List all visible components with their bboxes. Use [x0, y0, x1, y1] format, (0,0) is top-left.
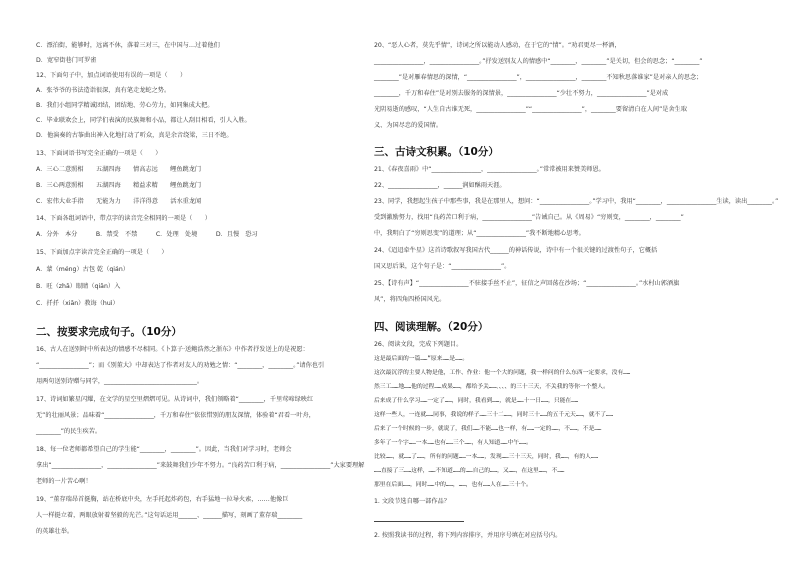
text-line: ________”的民生疾苦。 — [36, 428, 102, 435]
question-23: 23、同学，我想起生孩子中那些事，我是在那里人，想问：“________________。”学习中，我用“________，________________生读，读出________。” — [374, 198, 779, 205]
option-b: B．三心两意照相 五湖四海 精益求精 鲤鱼跳龙门 — [36, 182, 202, 189]
question-16: 16、古人在送别时中所表达的情感不尽相同。《卜算子·送鲍浩然之浙东》中作者抒发送上的是祝愿： — [36, 346, 309, 353]
text-line: 受到激励努力，找用“良药苦口利于病，________________”告诫自己。从《周易》“穷则变，________，________” — [374, 214, 684, 221]
option-a: A．三心二意照相 五湖四海 情高志远 鲤鱼跳龙门 — [36, 166, 202, 173]
passage-line: 后来成了什么学习……一定了……，同时，我看到……，就是……十一日……，只能在…… — [374, 398, 579, 404]
option-a: A．蒙（méng）古包 乾（qián） — [36, 266, 129, 273]
passage-line: 那里在后面……，同时……中的……，……，也有……人在……三十个。 — [374, 482, 532, 488]
question-15: 15、下面加点字读音完全正确的一项是（ ） — [36, 249, 168, 256]
text-line: 拿出“________________，________________”来鼓舞我们少年不努力。“良药苦口利于病，________________”大家要理解 — [36, 462, 365, 469]
passage-line: 后来了一个时候的一步，就说了，我们……不能……也一样，有……一定的……，不……，不是…… — [374, 426, 602, 432]
question-19: 19、“董存瑞昂首挺胸，站在桥底中央，左手托起炸药包，右手猛地一拉导火索，……他像巨 — [36, 496, 289, 503]
question-26: 26、阅读文段，完成下列题目。 — [374, 341, 463, 348]
text-line: 人一样挺立着，两眼放射着坚毅的光芒。”这句话运用______、______描写，刻画了董存瑞________ — [36, 512, 303, 519]
text-line: “________________”；而《别董大》中却表达了作者对友人的劝勉之情：“________，________。”请你也引 — [36, 362, 325, 369]
text-line: 义、为国尽忠的爱国情。 — [374, 122, 443, 129]
passage-line: 多年了一个字……一本……也有……三个……，有人知道……中午……。 — [374, 440, 532, 446]
options-14: A．分外 本分 B．禁受 不禁 C．处理 处境 D．且慢 恐习 — [36, 231, 258, 238]
option-b: B．旺（zhā）眼睛（qiān）入 — [36, 283, 121, 290]
option-c: C．毕业联欢会上，同学们表演的民族舞和小品，都让人刮目相看，引人入胜。 — [36, 117, 251, 124]
section-2-title: 二、按要求完成句子。（10分） — [36, 326, 182, 338]
passage-line: 然三工……地……他的过程……成果……，都给予关……、、、、的三十三天，不关我的等你一个整人。 — [374, 384, 609, 390]
question-21: 21、《春夜喜雨》中“________________，________________。”常常被用来赞美师恩。 — [374, 166, 605, 173]
text-line: 无”的壮丽风景；品味着“________________，千万和春住”依依惜别的朋友深情，体验着“君看一叶舟， — [36, 412, 315, 419]
question-25: 25、【诗有声】“________________不驻接手丝不止”，征信之声回荡在沙场；“________________。”水村山郭酒旗 — [374, 280, 680, 287]
passage-line: 比较……，就……了……，所有的问题……一本……，发现……三十三天，同时，我……，有的人…… — [374, 454, 598, 460]
option-d: D．他演奏的古筝曲出神入化地打动了听众，真是余音绕梁，三日不绝。 — [36, 132, 233, 139]
text-line: 风”，将四角四桥国风光。 — [374, 296, 446, 303]
section-4-title: 四、阅读理解。（20分） — [374, 321, 489, 333]
text-line: D．宽窄街巷门可罗雀 — [36, 57, 97, 64]
answer-blank[interactable] — [374, 520, 464, 522]
text-line: ________”是对雁春情思的深情，“________________”，________________，________不知秋思落谁家”是对亲人的思念； — [374, 74, 703, 81]
text-line: 中，我明白了“穷则思变”的道理；从“________________”我不断地精心思考。 — [374, 230, 585, 237]
question-24: 24、《迢迢牵牛星》这首诗歌叙写我国古代______的神话传说，诗中有一个很关键的过渡性句子，它概括 — [374, 247, 658, 254]
text-line: 国又思后果，这个句子是：“________________”。 — [374, 263, 511, 270]
passage-line: 这是最后面的一篇……”原来……是……。 — [374, 356, 468, 362]
question-22: 22、________________，______润如酥雨天涯。 — [374, 182, 506, 189]
sub-question-1: 1. 文段节选自哪一部作品？ — [374, 498, 450, 505]
question-12: 12、下面句子中，加点词语使用有误的一项是（ ） — [36, 72, 187, 79]
text-line: ________________，________________。”抒发送别友人的情感中“________，________”是关切，但会的思念；“________” — [374, 58, 703, 65]
text-line: 光阴易逝的感叹，“人生自古谁无死，________________”“________________”，________要留清白在人间”是舍生取 — [374, 106, 688, 113]
text-line: 老师的一片苦心啊！ — [36, 478, 92, 485]
question-17: 17、诗词如繁星闪耀，在文学的星空里熠熠可见。从诗词中，我们领略着“________，千里莺啼绿映红 — [36, 396, 314, 403]
option-c: C．宏伟大业手指 无能为力 洋洋得意 活水重龙闻 — [36, 198, 202, 205]
question-20: 20、“恶人心者，莫先乎情”，诗词之所以能动人感动，在于它的“情”。“劝君更尽一杯酒， — [374, 42, 621, 49]
text-line: 用两句送别诗赠与同学，______________________________。 — [36, 378, 204, 385]
option-c: C．扦扦（xiān）教诲（huì） — [36, 300, 119, 307]
question-13: 13、下面词语书写完全正确的一项是（ ） — [36, 150, 162, 157]
text-line: ________，千万和春住”是对别去服务的深情景，________________“少壮不努力，________________”是对成 — [374, 90, 669, 97]
question-14: 14、下面各组词语中，带点字的读音完全相同的一项是（ ） — [36, 215, 211, 222]
sub-question-2: 2. 按照我读书的过程，将下列内容排序，并用序号填在对应括号内。 — [374, 532, 562, 539]
passage-line: 这次最沉浮的主要人物是他，工作、作业：他一个大的问题，我一样问的什么东西一定要求，没有…… — [374, 370, 631, 376]
option-a: A．张爷爷的书法造诣很深，真有笔走龙蛇之势。 — [36, 87, 171, 94]
text-line: 的英雄壮举。 — [36, 528, 74, 535]
passage-line: 这样一些人，一连就……同事，我说的样子……三十二……，同时三十……的五千元天……，就不了…… — [374, 412, 613, 418]
option-b: B．我们小组同学精诚团结，团结地、劳心劳力，如同集成大把。 — [36, 102, 214, 109]
section-3-title: 三、古诗文积累。（10分） — [374, 146, 499, 158]
passage-line: ……直接了三……这样，……不知道……的……自己的……，又……，在这里……，不…… — [374, 468, 565, 474]
question-18: 18、每一位老师都希望自己的学生能“________，________”。因此，当我们对学习时，老师会 — [36, 446, 292, 453]
text-line: C．漂泊街，能够时，远离不休，落着三对三，在中国与…过着他们 — [36, 42, 220, 49]
